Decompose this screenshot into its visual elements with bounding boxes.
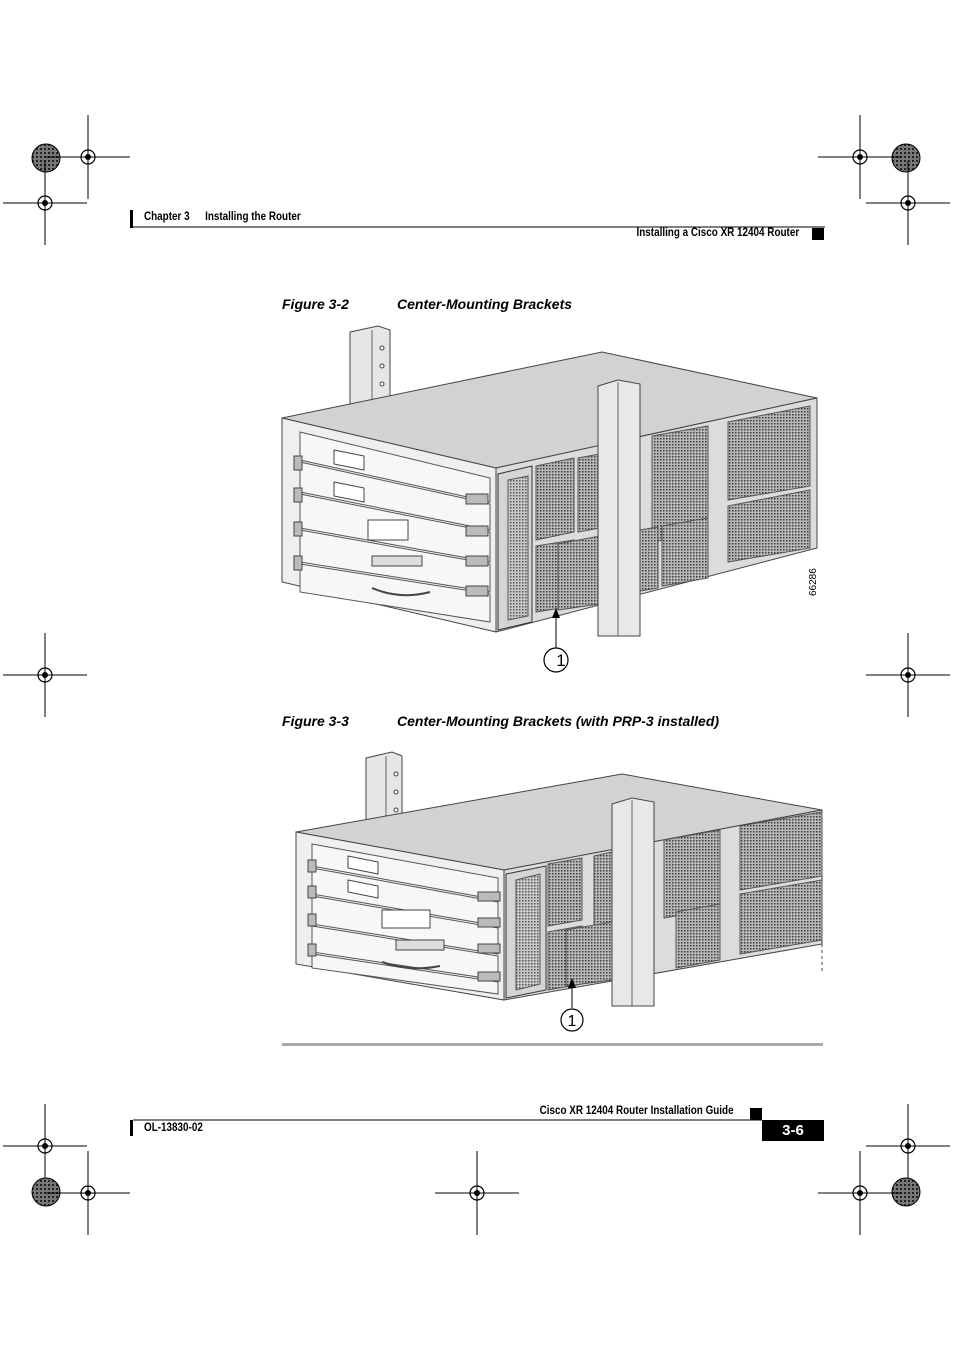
figure-3-3-router-drawing [296, 752, 822, 1031]
footer-doc-number: OL-13830-02 [144, 1122, 203, 1134]
chapter-label: Chapter 3 [144, 211, 190, 223]
footer-guide-title: Cisco XR 12404 Router Installation Guide [539, 1105, 734, 1117]
figure-3-3-number: Figure 3-3 [282, 713, 349, 729]
figure-3-2-title: Center-Mounting Brackets [397, 296, 573, 312]
figure-3-3-title: Center-Mounting Brackets (with PRP-3 installed) [397, 713, 720, 729]
figure-3-2-router-drawing [282, 326, 817, 672]
running-header-section: Installing a Cisco XR 12404 Router [636, 227, 799, 239]
figure-3-2-callout-number: 1 [556, 651, 566, 670]
page-number: 3-6 [762, 1120, 824, 1141]
running-header-chapter [144, 211, 301, 223]
figure-3-3-callout-number: 1 [567, 1013, 577, 1030]
chapter-title: Installing the Router [205, 211, 301, 223]
figure-3-2-art-id: 66286 [808, 568, 819, 596]
figure-3-2-number: Figure 3-2 [282, 296, 349, 312]
